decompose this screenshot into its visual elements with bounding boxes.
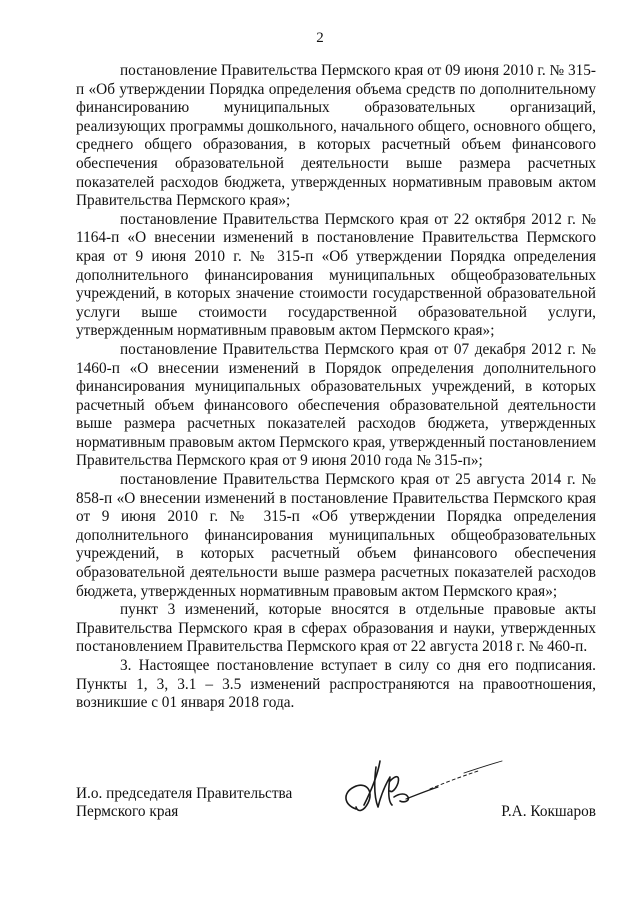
page-number: 2 — [316, 30, 324, 46]
paragraph-resolution-1164p: постановление Правительства Пермского края от 22 октября 2012 г. № 1164-п «О внесении изменений в постановление Правительства Пермского края от 9 июня 2010 г. № 315-п «Об утверждении Порядка определения дополнительного финансирования муниципальных общеобразовательных учреждений, в которых значение стоимости государственной образовательной услуги выше стоимости государственной образовательной услуги, утвержденным нормативным правовым актом Пермского края»; — [76, 210, 596, 340]
paragraph-clause-3: пункт 3 изменений, которые вносятся в отдельные правовые акты Правительства Пермского края в сферах образования и науки, утвержденных постановлением Правительства Пермского края от 22 августа 2018 г. № 460-п. — [76, 601, 596, 656]
paragraph-resolution-1460p: постановление Правительства Пермского края от 07 декабря 2012 г. № 1460-п «О внесении изменений в Порядок определения дополнительного финансирования муниципальных образовательных учреждений, в которых расчетный объем финансового обеспечения образовательной деятельности выше размера расчетных показателей расходов бюджета, утвержденных нормативным правовым актом Пермского края, утвержденный постановлением Правительства Пермского края от 9 июня 2010 года № 315-п»; — [76, 340, 596, 470]
document-body — [76, 62, 596, 713]
paragraph-resolution-315p: постановление Правительства Пермского края от 09 июня 2010 г. № 315-п «Об утверждении Порядка определения объема средств по дополнительному финансированию муниципальных образовательных организаций, реализующих программы дошкольного, начального общего, основного общего, среднего общего образования, в которых расчетный объем финансового обеспечения образовательной деятельности выше размера расчетных показателей расходов бюджета, утвержденных нормативным правовым актом Правительства Пермского края»; — [76, 62, 596, 210]
signatory-position-line-2: Пермского края — [76, 803, 179, 820]
signature-block — [76, 785, 596, 845]
paragraph-resolution-858p: постановление Правительства Пермского края от 25 августа 2014 г. № 858-п «О внесении изменений в постановление Правительства Пермского края от 9 июня 2010 г. № 315-п «Об утверждении Порядка определения дополнительного финансирования муниципальных общеобразовательных учреждений, в которых расчетный объем финансового обеспечения образовательной деятельности выше размера расчетных показателей расходов бюджета, утвержденных нормативным правовым актом Пермского края»; — [76, 471, 596, 600]
signatory-name: Р.А. Кокшаров — [501, 803, 596, 820]
handwritten-signature — [334, 747, 514, 827]
signatory-position-line-1: И.о. председателя Правительства — [76, 785, 293, 802]
paragraph-entry-into-force: 3. Настоящее постановление вступает в силу со дня его подписания. Пункты 1, 3, 3.1 – 3.5 изменений распространяются на правоотношения, возникшие с 01 января 2018 года. — [76, 657, 596, 712]
signatory-position — [76, 785, 292, 821]
